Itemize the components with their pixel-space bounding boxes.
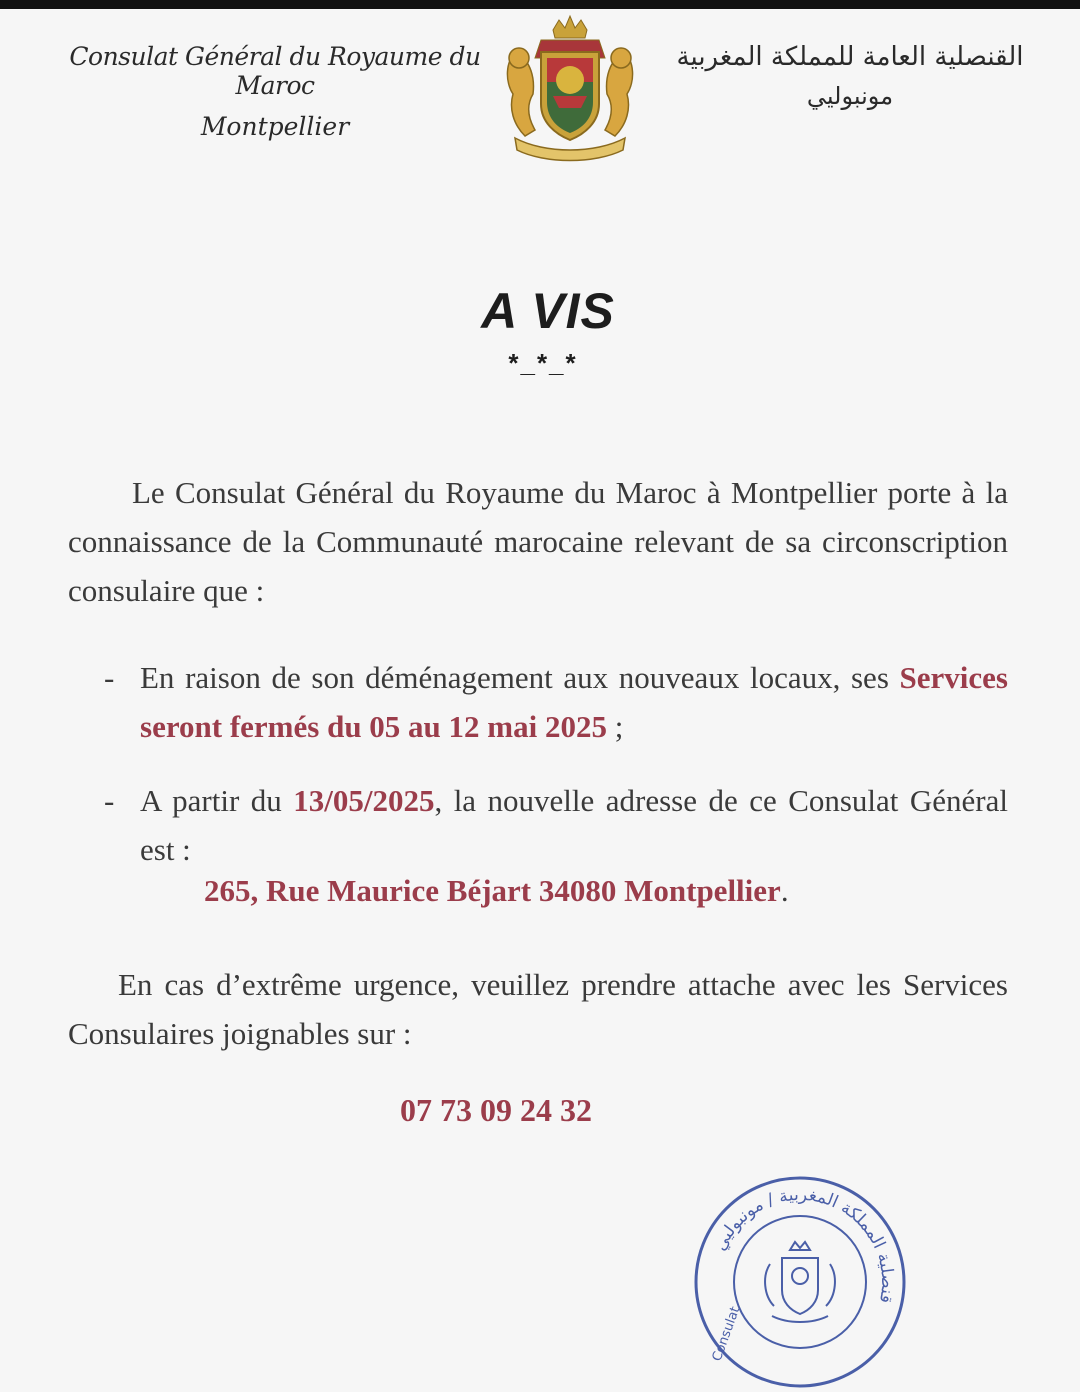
title-separator: *_*_* xyxy=(508,348,578,378)
bullet-address-prefix: A partir du xyxy=(140,783,294,818)
intro-paragraph: Le Consulat Général du Royaume du Maroc à Montpellier porte à la connaissance de la Communauté marocaine relevant de sa circonscription consulaire que : xyxy=(68,475,1008,608)
effective-date: 13/05/2025 xyxy=(293,783,435,818)
urgency-paragraph: En cas d’extrême urgence, veuillez prendre attache avec les Services Consulaires joignables sur : xyxy=(68,967,1008,1051)
bullet-closure-suffix: ; xyxy=(606,709,624,744)
header-arabic-city: مونبوليي xyxy=(806,82,894,110)
bullet-address-suffix: , la nouvelle adresse de ce Consulat Général est : xyxy=(140,783,1008,867)
closure-dates: Services seront fermés du 05 au 12 mai 2025 xyxy=(140,660,1008,744)
official-stamp-icon xyxy=(690,1172,910,1392)
emergency-phone: 07 73 09 24 32 xyxy=(400,1092,592,1128)
bullet-closure xyxy=(68,653,1008,751)
top-border xyxy=(0,0,1080,9)
stamp-french-text: Consulat xyxy=(709,1304,744,1364)
bullet-closure-text xyxy=(140,653,1008,751)
notice-title: A VIS xyxy=(481,283,615,339)
stamp-arabic-text: قنصلية المملكة المغربية / مونبوليي xyxy=(710,1184,898,1305)
bullet-new-address-text xyxy=(140,776,1008,874)
header-french xyxy=(60,42,490,141)
new-address-period: . xyxy=(780,873,789,908)
header-french-city: Montpellier xyxy=(200,112,350,141)
header-french-title: Consulat Général du Royaume du Maroc xyxy=(69,42,481,100)
bullet-dash: - xyxy=(104,783,115,818)
bullet-closure-prefix: En raison de son déménagement aux nouveaux locaux, ses xyxy=(140,660,900,695)
moroccan-coat-of-arms-icon xyxy=(495,12,645,167)
new-address-text: 265, Rue Maurice Béjart 34080 Montpellier xyxy=(204,873,781,908)
bullet-dash: - xyxy=(104,660,115,695)
header-arabic xyxy=(650,42,1050,110)
stamp-emblem-icon xyxy=(765,1242,835,1322)
header-arabic-title: القنصلية العامة للمملكة المغربية xyxy=(676,42,1024,72)
new-address xyxy=(204,873,789,909)
bullet-new-address xyxy=(68,776,1008,874)
